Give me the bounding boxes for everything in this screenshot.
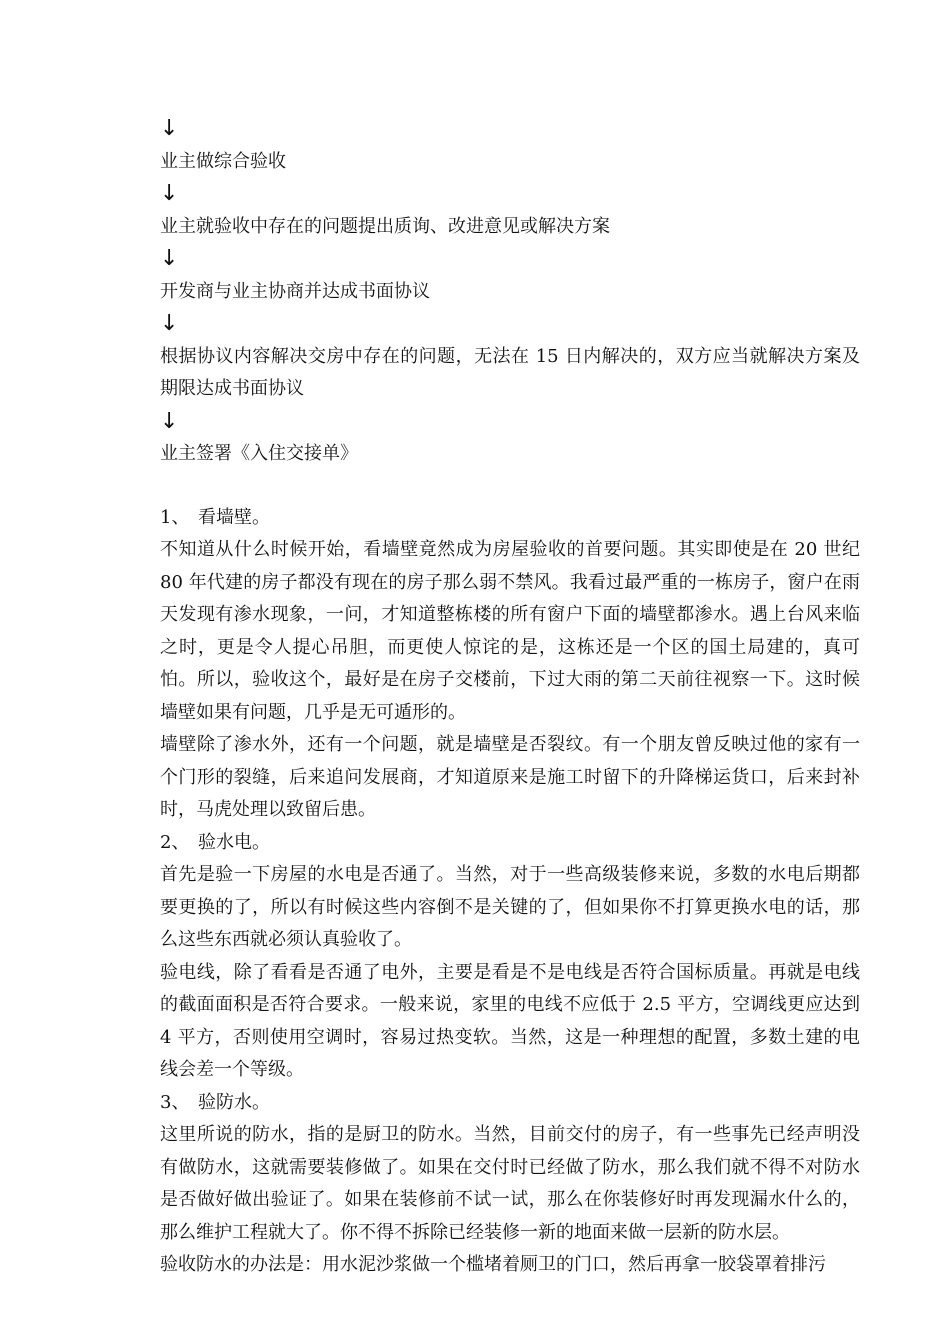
section-title: 验防水。 bbox=[198, 1091, 270, 1113]
paragraph: 这里所说的防水，指的是厨卫的防水。当然，目前交付的房子，有一些事先已经声明没有做防水，这就需要装修做了。如果在交付时已经做了防水，那么我们就不得不对防水是否做好做出验证了。如果在装修前不试一试，那么在你装修好时再发现漏水什么的，那么维护工程就大了。你不得不拆除已经装修一新的地面来做一层新的防水层。 bbox=[160, 1124, 860, 1243]
section-waterproofing bbox=[160, 1087, 860, 1282]
flow-step: 业主做综合验收 bbox=[160, 150, 286, 172]
down-arrow-icon: ↓ bbox=[160, 246, 179, 271]
paragraph: 不知道从什么时候开始，看墙壁竟然成为房屋验收的首要问题。其实即使是在 20 世纪 80 年代建的房子都没有现在的房子那么弱不禁风。我看过最严重的一栋房子，窗户在雨天发现有渗水现象，一问，才知道整栋楼的所有窗户下面的墙壁都渗水。遇上台风来临之时，更是令人提心吊胆，而更使人惊诧的是，这栋还是一个区的国土局建的，真可怕。所以，验收这个，最好是在房子交楼前，下过大雨的第二天前往视察一下。这时候墙壁如果有问题，几乎是无可遁形的。 bbox=[160, 539, 861, 723]
flow-chart bbox=[160, 113, 860, 471]
section-title: 验水电。 bbox=[198, 831, 270, 853]
flow-step: 根据协议内容解决交房中存在的问题，无法在 15 日内解决的，双方应当就解决方案及期限达成书面协议 bbox=[160, 345, 860, 399]
flow-step: 开发商与业主协商并达成书面协议 bbox=[160, 280, 430, 302]
paragraph: 验电线，除了看看是否通了电外，主要是看是不是电线是否符合国标质量。再就是电线的截面面积是否符合要求。一般来说，家里的电线不应低于 2.5 平方，空调线更应达到 4 平方，否则使用空调时，容易过热变软。当然，这是一种理想的配置，多数土建的电线会差一个等级。 bbox=[160, 961, 860, 1080]
flow-step: 业主签署《入住交接单》 bbox=[160, 443, 358, 464]
section-title: 看墙壁。 bbox=[198, 506, 270, 528]
section-water-electric bbox=[160, 827, 860, 1087]
paragraph: 首先是验一下房屋的水电是否通了。当然，对于一些高级装修来说，多数的水电后期都要更换的了，所以有时候这些内容倒不是关键的了，但如果你不打算更换水电的话，那么这些东西就必须认真验收了。 bbox=[160, 864, 860, 950]
section-heading bbox=[160, 827, 860, 860]
section-heading bbox=[160, 502, 860, 535]
section-number: 2、 bbox=[160, 831, 190, 853]
spacer bbox=[160, 471, 860, 502]
section-heading bbox=[160, 1087, 860, 1120]
down-arrow-icon: ↓ bbox=[160, 181, 179, 206]
document-page bbox=[160, 113, 860, 1282]
section-number: 3、 bbox=[160, 1091, 190, 1113]
section-number: 1、 bbox=[160, 506, 190, 528]
down-arrow-icon: ↓ bbox=[160, 408, 179, 434]
paragraph: 墙壁除了渗水外，还有一个问题，就是墙壁是否裂纹。有一个朋友曾反映过他的家有一个门形的裂缝，后来追问发展商，才知道原来是施工时留下的升降梯运货口，后来封补时，马虎处理以致留后患。 bbox=[160, 734, 860, 820]
down-arrow-icon: ↓ bbox=[160, 116, 179, 141]
section-walls bbox=[160, 502, 860, 827]
down-arrow-icon: ↓ bbox=[160, 311, 179, 336]
flow-step: 业主就验收中存在的问题提出质询、改进意见或解决方案 bbox=[160, 215, 610, 237]
paragraph: 验收防水的办法是：用水泥沙浆做一个槛堵着厕卫的门口，然后再拿一胶袋罩着排污 bbox=[160, 1254, 826, 1275]
